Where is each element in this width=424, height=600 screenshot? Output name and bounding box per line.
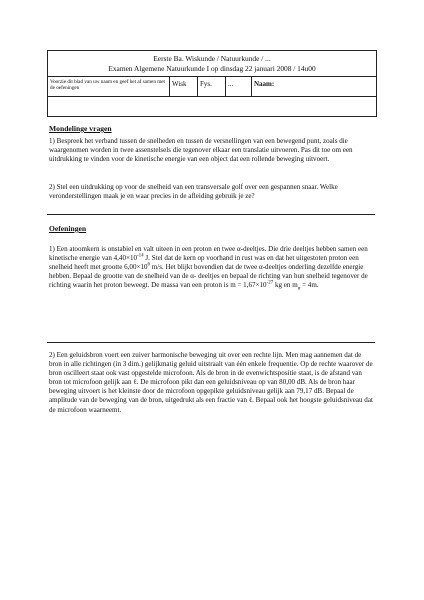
submission-note: Voorzie dit blad van uw naam en geef het af samen met de oefeningen: [48, 77, 170, 96]
divider-line: [47, 342, 375, 343]
oral-question-2-text: 2) Stel een uitdrukking op voor de snelheid van een transversale golf over een gespannen snaar. Welke veronderstellingen maak je en waar precies in de afleiding gebruik je ze?: [49, 183, 338, 201]
exercise-1-alpha-subscript: α: [297, 286, 301, 292]
field-other[interactable]: ...: [226, 77, 252, 96]
exercise-1-text-a: 1) Een atoomkern is onstabiel en valt uiteen in een proton en twee α-deeltjes. Die drie deeltjes hebben samen een kinetische energie van 4,40×10: [49, 245, 368, 263]
exercise-1-exponent-energy: -14: [137, 253, 144, 259]
header-fields-row: [48, 77, 376, 97]
exercise-1: [49, 245, 373, 290]
course-line: Eerste Ba. Wiskunde / Natuurkunde / ...: [153, 54, 271, 63]
divider-line: [47, 214, 375, 215]
exercise-1-exponent-mass: -27: [266, 281, 274, 287]
exercise-2: 2) Een geluidsbron voert een zuiver harmonische beweging uit over een rechte lijn. Men mag aannemen dat de bron in alle richtingen (in 3 dim.) gelijkmatig geluid uitstraalt van één enkele frequentie. Op de rechte waarover de bron oscilleert staat ook vast opgestelde microfoon. Als de bron in de evenwichtspositie staat, is de afstand van bron tot microfoon gelijk aan ℓ. De microfoon pikt dan een geluidsniveau op van 80,00 dB. Als de bron haar beweging uitvoert is het kleinste door de microfoon opgepikte geluidsniveau gelijk aan 79,17 dB. Bepaal de amplitude van de beweging van de bron, uitgedrukt als een fractie van ℓ. Bepaal ook het hoogste geluidsniveau dat de microfoon waarneemt.: [49, 351, 373, 414]
exercise-1-text-b: J. Stel dat de kern op voorhand in rust was en dat het uitgestoten proton een snelheid heeft met grootte 6,00×10: [49, 254, 359, 272]
exercise-1-text-e: = 4m.: [300, 281, 319, 290]
oral-question-1: 1) Bespreek het verband tussen de snelheden en tussen de versnellingen van een bewegend punt, zoals die waargenomen worden in twee assenstelsels die tegenover elkaar een translatie uitvoeren. Pas dit toe om een uitdrukking te vinden voor de kinetische energie van een object dat een rollende beweging uitvoert.: [49, 137, 353, 164]
exercise-1-text-c: m/s. Het blijkt bovendien dat de twee α-deeltjes onderling dezelfde energie hebben. Bepaal de grootte van de snelheid van de α- deeltjes en bepaal de richting van hun snelheid tegenover de richting waarin het proton beweegt. De massa van een proton is m = 1,67×10: [49, 263, 368, 290]
exam-line: Examen Algemene Natuurkunde I op dinsdag 22 januari 2008 / 14u00: [108, 64, 316, 73]
exercise-1-text-d: kg en m: [273, 281, 298, 290]
field-fys[interactable]: Fys.: [198, 77, 226, 96]
oral-question-2: [49, 183, 373, 201]
exercise-1-exponent-speed: 6: [147, 262, 150, 268]
field-name[interactable]: Naam:: [254, 80, 275, 88]
header-title-block: [48, 51, 376, 77]
exercises-title: Oefeningen: [49, 224, 87, 233]
exam-header: [47, 50, 377, 117]
oral-questions-title: Mondelinge vragen: [49, 124, 112, 133]
field-wisk[interactable]: Wisk: [170, 77, 198, 96]
